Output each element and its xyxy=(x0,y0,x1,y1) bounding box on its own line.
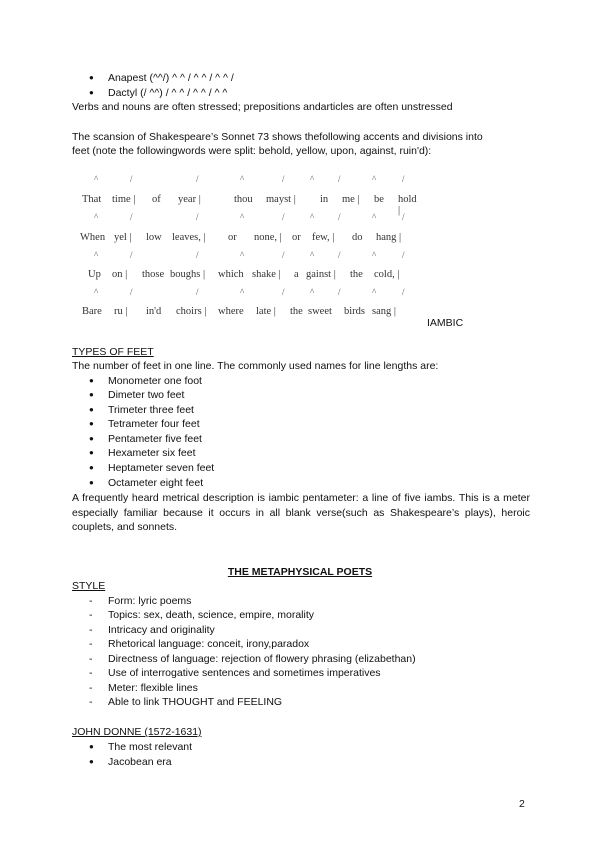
stress-mark: / xyxy=(130,287,133,297)
list-item: ● Hexameter six feet xyxy=(108,447,196,459)
stress-mark: ^ xyxy=(94,287,99,297)
stress-mark: ^ xyxy=(310,250,315,260)
stress-mark: ^ xyxy=(310,174,315,184)
scansion-word: on | xyxy=(112,269,128,280)
meter-paragraph: A frequently heard metrical description is iambic pentameter: a line of five iambs. This is a meter especially familiar because it occurs in all blank verse(such as Shakespeare’s plays), heroic couplets, and sonnets. xyxy=(72,492,530,533)
scansion-word: none, | xyxy=(254,232,282,243)
scansion-word: ru | xyxy=(114,306,128,317)
scansion-word: time | xyxy=(112,194,136,205)
list-item: - Form: lyric poems xyxy=(108,595,191,607)
scansion-word: sang | xyxy=(372,306,396,317)
page-number: 2 xyxy=(519,798,525,810)
scansion-word: sweet xyxy=(308,306,332,317)
list-item: ● Monometer one foot xyxy=(108,375,202,387)
scansion-word: cold, | xyxy=(374,269,400,280)
stress-mark: / xyxy=(196,212,199,222)
stress-mark: / xyxy=(338,212,341,222)
stress-mark: / xyxy=(282,287,285,297)
list-item: - Rhetorical language: conceit, irony,paradox xyxy=(108,638,309,650)
list-item: - Topics: sex, death, science, empire, morality xyxy=(108,609,314,621)
scansion-word: a xyxy=(294,269,299,280)
stress-mark: / xyxy=(196,250,199,260)
stress-mark: / xyxy=(338,174,341,184)
stress-mark: ^ xyxy=(310,212,315,222)
scansion-word: those xyxy=(142,269,165,280)
scansion-word: That xyxy=(82,194,102,205)
list-item: - Intricacy and originality xyxy=(108,624,215,636)
stress-mark: / xyxy=(130,250,133,260)
scansion-word: where xyxy=(218,306,244,317)
sonnet-intro-line-1: The scansion of Shakespeare’s Sonnet 73 shows thefollowing accents and divisions into xyxy=(72,131,483,143)
stress-mark: ^ xyxy=(240,212,245,222)
list-item: ● Heptameter seven feet xyxy=(108,462,214,474)
scansion-word: hang | xyxy=(376,232,402,243)
scansion-word: boughs | xyxy=(170,269,206,280)
scansion-word: few, | xyxy=(312,232,335,243)
list-item: ● Octameter eight feet xyxy=(108,477,203,489)
scansion-figure xyxy=(80,170,420,320)
scansion-word: late | xyxy=(256,306,276,317)
list-item: - Able to link THOUGHT and FEELING xyxy=(108,696,282,708)
scansion-word: low xyxy=(146,232,162,243)
list-item: ● Pentameter five feet xyxy=(108,433,202,445)
scansion-word: of xyxy=(152,194,161,205)
scansion-word: birds xyxy=(344,306,365,317)
sonnet-intro-line-2: feet (note the followingwords were split: behold, yellow, upon, against, ruin'd): xyxy=(72,145,432,157)
scansion-word: be xyxy=(374,194,384,205)
types-intro: The number of feet in one line. The commonly used names for line lengths are: xyxy=(72,360,439,372)
stress-mark: / xyxy=(402,212,405,222)
john-donne-heading: JOHN DONNE (1572-1631) xyxy=(72,726,202,738)
stress-mark: / xyxy=(196,174,199,184)
scansion-word: Up xyxy=(88,269,101,280)
list-item: ● The most relevant xyxy=(108,741,192,753)
scansion-word: shake | xyxy=(252,269,281,280)
stress-mark: ^ xyxy=(372,250,377,260)
scansion-word: yel | xyxy=(114,232,132,243)
stress-mark: / xyxy=(338,287,341,297)
scansion-word: me | xyxy=(342,194,360,205)
scansion-word: or xyxy=(228,232,237,243)
scansion-word: hold | xyxy=(398,194,417,216)
stress-mark: / xyxy=(402,174,405,184)
style-heading: STYLE xyxy=(72,580,106,592)
list-item: - Use of interrogative sentences and sometimes imperatives xyxy=(108,667,381,679)
scansion-word: the xyxy=(290,306,303,317)
scansion-word: the xyxy=(350,269,363,280)
list-item-anapest: ● Anapest (^^/) ^ ^ / ^ ^ / ^ ^ / xyxy=(108,72,234,84)
scansion-word: choirs | xyxy=(176,306,207,317)
list-item: - Directness of language: rejection of flowery phrasing (elizabethan) xyxy=(108,653,416,665)
iambic-label: IAMBIC xyxy=(427,317,464,329)
stress-mark: ^ xyxy=(94,174,99,184)
stress-mark: ^ xyxy=(240,287,245,297)
scansion-word: which xyxy=(218,269,244,280)
stress-mark: / xyxy=(130,174,133,184)
stress-mark: ^ xyxy=(94,212,99,222)
types-of-feet-heading: TYPES OF FEET xyxy=(72,346,154,358)
scansion-word: gainst | xyxy=(306,269,336,280)
scansion-word: in xyxy=(320,194,329,205)
scansion-word: or xyxy=(292,232,301,243)
scansion-word: in'd xyxy=(146,306,162,317)
stress-mark: / xyxy=(402,287,405,297)
scansion-word: Bare xyxy=(82,306,102,317)
stress-mark: / xyxy=(196,287,199,297)
list-item-dactyl: ● Dactyl (/ ^^) / ^ ^ / ^ ^ / ^ ^ xyxy=(108,87,227,99)
stress-mark: ^ xyxy=(310,287,315,297)
stress-mark: ^ xyxy=(240,174,245,184)
stress-mark: / xyxy=(338,250,341,260)
stress-mark: / xyxy=(402,250,405,260)
stress-mark: ^ xyxy=(240,250,245,260)
stress-note: Verbs and nouns are often stressed; prepositions andarticles are often unstressed xyxy=(72,101,453,113)
stress-mark: ^ xyxy=(372,212,377,222)
scansion-word: leaves, | xyxy=(172,232,206,243)
scansion-word: year | xyxy=(178,194,201,205)
scansion-word: thou xyxy=(234,194,253,205)
list-item: ● Jacobean era xyxy=(108,756,172,768)
scansion-word: When xyxy=(80,232,106,243)
stress-mark: / xyxy=(282,212,285,222)
stress-mark: / xyxy=(130,212,133,222)
section-title: THE METAPHYSICAL POETS xyxy=(227,566,373,578)
list-item: - Meter: flexible lines xyxy=(108,682,198,694)
list-item: ● Trimeter three feet xyxy=(108,404,194,416)
stress-mark: ^ xyxy=(372,287,377,297)
stress-mark: ^ xyxy=(94,250,99,260)
list-item: ● Dimeter two feet xyxy=(108,389,184,401)
scansion-word: do xyxy=(352,232,363,243)
stress-mark: / xyxy=(282,174,285,184)
stress-mark: ^ xyxy=(372,174,377,184)
stress-mark: / xyxy=(282,250,285,260)
scansion-word: mayst | xyxy=(266,194,296,205)
list-item: ● Tetrameter four feet xyxy=(108,418,200,430)
